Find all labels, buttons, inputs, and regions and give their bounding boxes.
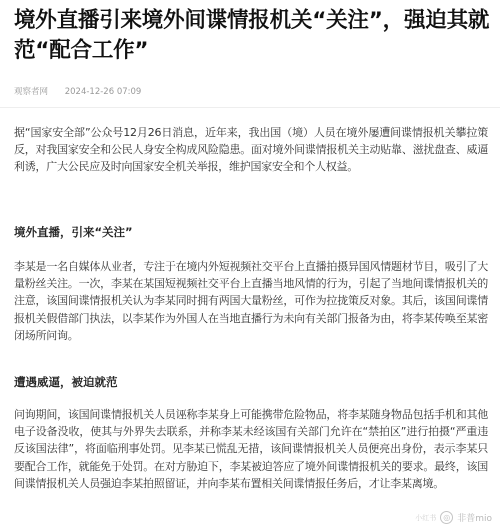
article-meta [14,86,141,98]
watermark-platform: 小红书 [415,513,437,522]
article-datetime: 2024-12-26 07:09 [64,87,142,97]
section-heading-livestream: 境外直播，引来“关注” [14,225,133,239]
watermark-logo-icon: ◎ [440,511,453,524]
paragraph-coercion: 问询期间，该国间谍情报机关人员诬称李某身上可能携带危险物品，将李某随身物品包括手机和其他电子设备没收，使其与外界失去联系，并称李某未经该国有关部门允许在“禁拍区”进行拍摄“严重违反该国法律”，将面临刑事处罚。见李某已慌乱无措，该间谍情报机关人员便亮出身份，表示李某只要配合工作，就能免于处罚。在对方胁迫下，李某被迫答应了境外间谍情报机关的要求。最终，该国间谍情报机关人员强迫李某拍照留证，并向李某布置相关间谍情报任务后，才让李某离境。 [14,408,488,490]
article-title: 境外直播引来境外间谍情报机关“关注”，强迫其就范“配合工作” [14,8,490,63]
article-source[interactable]: 观察者网 [14,87,49,97]
paragraph-livestream: 李某是一名自媒体从业者，专注于在境内外短视频社交平台上直播拍摄异国风情题材节目，吸引了大量粉丝关注。一次，李某在某国短视频社交平台上直播当地风情的行为，引起了当地间谍情报机关的注意，该国间谍情报机关认为李某同时拥有两国大量粉丝，可作为拉拢策反对象。其后，该国间谍情报机关假借部门执法，以李某作为外国人在当地直播行为未向有关部门报备为由，将李某传唤至某密闭场所问询。 [14,260,488,342]
watermark-text: 非普mio [457,514,492,524]
watermark [415,511,492,524]
paragraph-intro: 据“国家安全部”公众号12月26日消息，近年来，我出国（境）人员在境外屡遭间谍情报机关攀拉策反，对我国家安全和公民人身安全构成风险隐患。面对境外间谍情报机关主动贴靠、滋扰盘查、威逼利诱，广大公民应及时向国家安全机关举报，维护国家安全和个人权益。 [14,126,488,174]
header-divider [0,107,500,108]
section-heading-coercion: 遭遇威逼，被迫就范 [14,375,118,389]
